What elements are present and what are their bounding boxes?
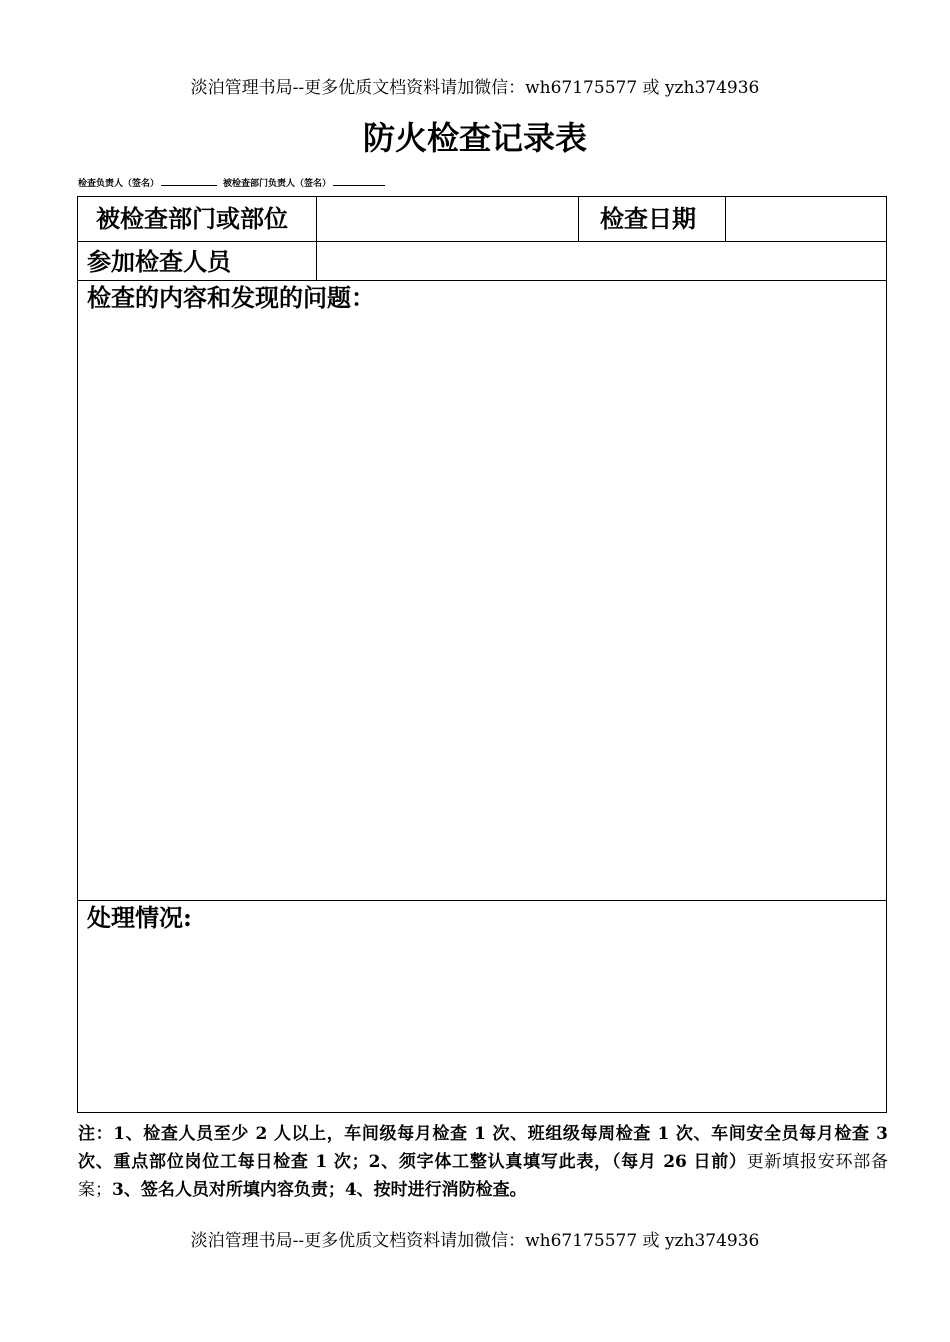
note-bold-tail: 3、签名人员对所填内容负责；4、按时进行消防检查。	[112, 1180, 527, 1200]
form-notes	[78, 1120, 888, 1204]
note-normal-text: 更新填报安环部备案；	[78, 1152, 888, 1200]
column-divider	[316, 197, 317, 281]
date-field[interactable]	[727, 197, 885, 241]
form-title: 防火检查记录表	[362, 119, 587, 157]
row-divider	[78, 900, 886, 901]
inspector-signature-label: 检查负责人（签名）	[78, 179, 160, 189]
dept-label: 被检查部门或部位	[96, 204, 288, 233]
signature-line	[78, 176, 391, 190]
footer-watermark-text: 淡泊管理书局--更多优质文档资料请加微信：wh67175577 或 yzh374936	[190, 1231, 760, 1251]
participants-label: 参加检查人员	[87, 247, 231, 276]
content-label: 检查的内容和发现的问题：	[87, 283, 375, 312]
inspection-form-table	[77, 196, 887, 1113]
handling-label: 处理情况:	[87, 903, 192, 932]
row-divider	[78, 241, 886, 242]
content-field[interactable]	[80, 317, 885, 897]
dept-field[interactable]	[318, 197, 577, 241]
inspector-signature-field[interactable]	[161, 176, 217, 186]
inspected-dept-signature-field[interactable]	[333, 176, 385, 186]
header-watermark-text: 淡泊管理书局--更多优质文档资料请加微信：wh67175577 或 yzh374936	[190, 78, 760, 98]
handling-field[interactable]	[80, 937, 885, 1109]
column-divider	[725, 197, 726, 242]
participants-field[interactable]	[318, 243, 885, 280]
column-divider	[578, 197, 579, 242]
row-divider	[78, 280, 886, 281]
inspected-dept-signature-label: 被检查部门负责人（签名）	[223, 179, 332, 189]
date-label: 检查日期	[600, 204, 696, 233]
note-bold-text: 注：1、检查人员至少 2 人以上，车间级每月检查 1 次、班组级每周检查 1 次、车间安全员每月检查 3 次、重点部位岗位工每日检查 1 次；2、须字体工整认真填写此表，（每月 26 日前）	[78, 1124, 888, 1172]
